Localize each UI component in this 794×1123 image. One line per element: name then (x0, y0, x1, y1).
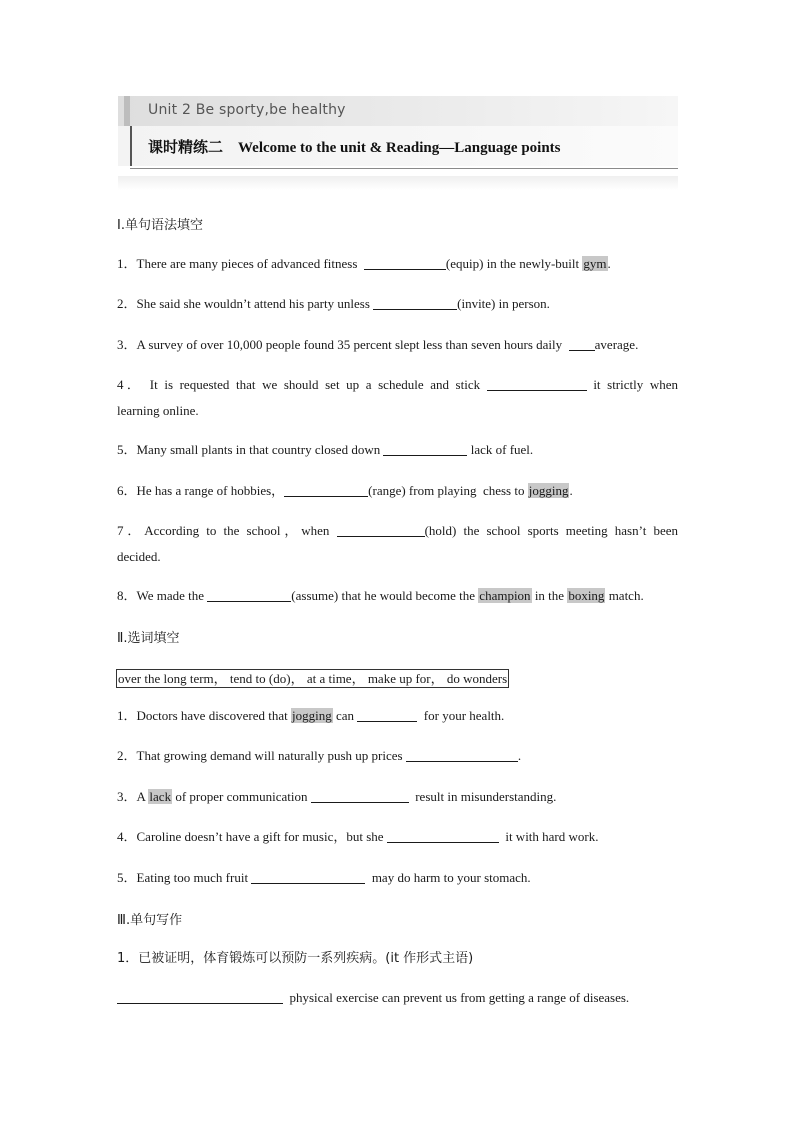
answer-blank[interactable] (487, 377, 587, 391)
s1-question-6: 6．He has a range of hobbies， (range) from playing chess to jogging. (117, 483, 573, 498)
answer-blank[interactable] (406, 748, 518, 762)
highlight-word: jogging (292, 708, 332, 723)
lesson-title: 课时精练二 Welcome to the unit & Reading—Language points (148, 140, 561, 156)
s1-question-3: 3．A survey of over 10,000 people found 35 percent slept less than seven hours daily average. (117, 337, 639, 352)
section-1-heading: Ⅰ.单句语法填空 (117, 218, 203, 233)
answer-blank[interactable] (387, 829, 499, 843)
s1-question-5: 5．Many small plants in that country closed down lack of fuel. (117, 442, 534, 457)
highlight-word: jogging (528, 483, 569, 498)
answer-blank[interactable] (284, 483, 368, 497)
lesson-accent-bar (130, 126, 132, 166)
s1-question-4: 4． It is requested that we should set up a schedule and stick it strictly when (117, 377, 678, 392)
answer-blank[interactable] (337, 523, 425, 537)
highlight-word: champion (479, 588, 531, 603)
banner-rule (130, 168, 678, 169)
highlight-word: lack (149, 789, 172, 804)
answer-blank[interactable] (569, 337, 595, 351)
s1-question-2: 2．She said she wouldn’t attend his party unless (invite) in person. (117, 296, 550, 311)
answer-blank[interactable] (117, 990, 283, 1004)
s1-question-8: 8．We made the (assume) that he would become the champion in the boxing match. (117, 588, 644, 603)
s1-question-7-cont: decided. (117, 549, 161, 564)
answer-blank[interactable] (373, 296, 457, 310)
s2-question-2: 2．That growing demand will naturally push up prices . (117, 748, 522, 763)
answer-blank[interactable] (251, 870, 365, 884)
unit-title: Unit 2 Be sporty,be healthy (148, 102, 346, 118)
s2-question-3: 3．A lack of proper communication result in misunderstanding. (117, 789, 557, 804)
highlight-word: boxing (568, 588, 605, 603)
banner-shadow (118, 176, 678, 190)
s1-question-1: 1．There are many pieces of advanced fitness (equip) in the newly-built gym. (117, 256, 611, 271)
answer-blank[interactable] (364, 256, 446, 270)
answer-blank[interactable] (383, 442, 467, 456)
answer-blank[interactable] (311, 789, 409, 803)
s3-question-1-answer: physical exercise can prevent us from getting a range of diseases. (117, 989, 678, 1007)
s1-question-7: 7．According to the school，when (hold) the school sports meeting hasn’t been (117, 523, 678, 538)
unit-accent-bar (124, 96, 130, 126)
highlight-word: gym (583, 256, 607, 271)
s2-question-4: 4．Caroline doesn’t have a gift for music，but she it with hard work. (117, 829, 599, 844)
section-2-heading: Ⅱ.选词填空 (117, 631, 180, 646)
answer-blank[interactable] (207, 588, 291, 602)
word-bank-box: over the long term， tend to (do)， at a time， make up for， do wonders (118, 671, 508, 686)
section-3-heading: Ⅲ.单句写作 (117, 913, 183, 928)
s2-question-1: 1．Doctors have discovered that jogging can for your health. (117, 708, 505, 723)
s1-question-4-cont: learning online. (117, 403, 199, 418)
s3-question-1-prompt: 1．已被证明，体育锻炼可以预防一系列疾病。(it 作形式主语) (117, 951, 474, 966)
answer-blank[interactable] (357, 708, 417, 722)
lesson-banner (118, 96, 678, 194)
s2-question-5: 5．Eating too much fruit may do harm to your stomach. (117, 870, 531, 885)
